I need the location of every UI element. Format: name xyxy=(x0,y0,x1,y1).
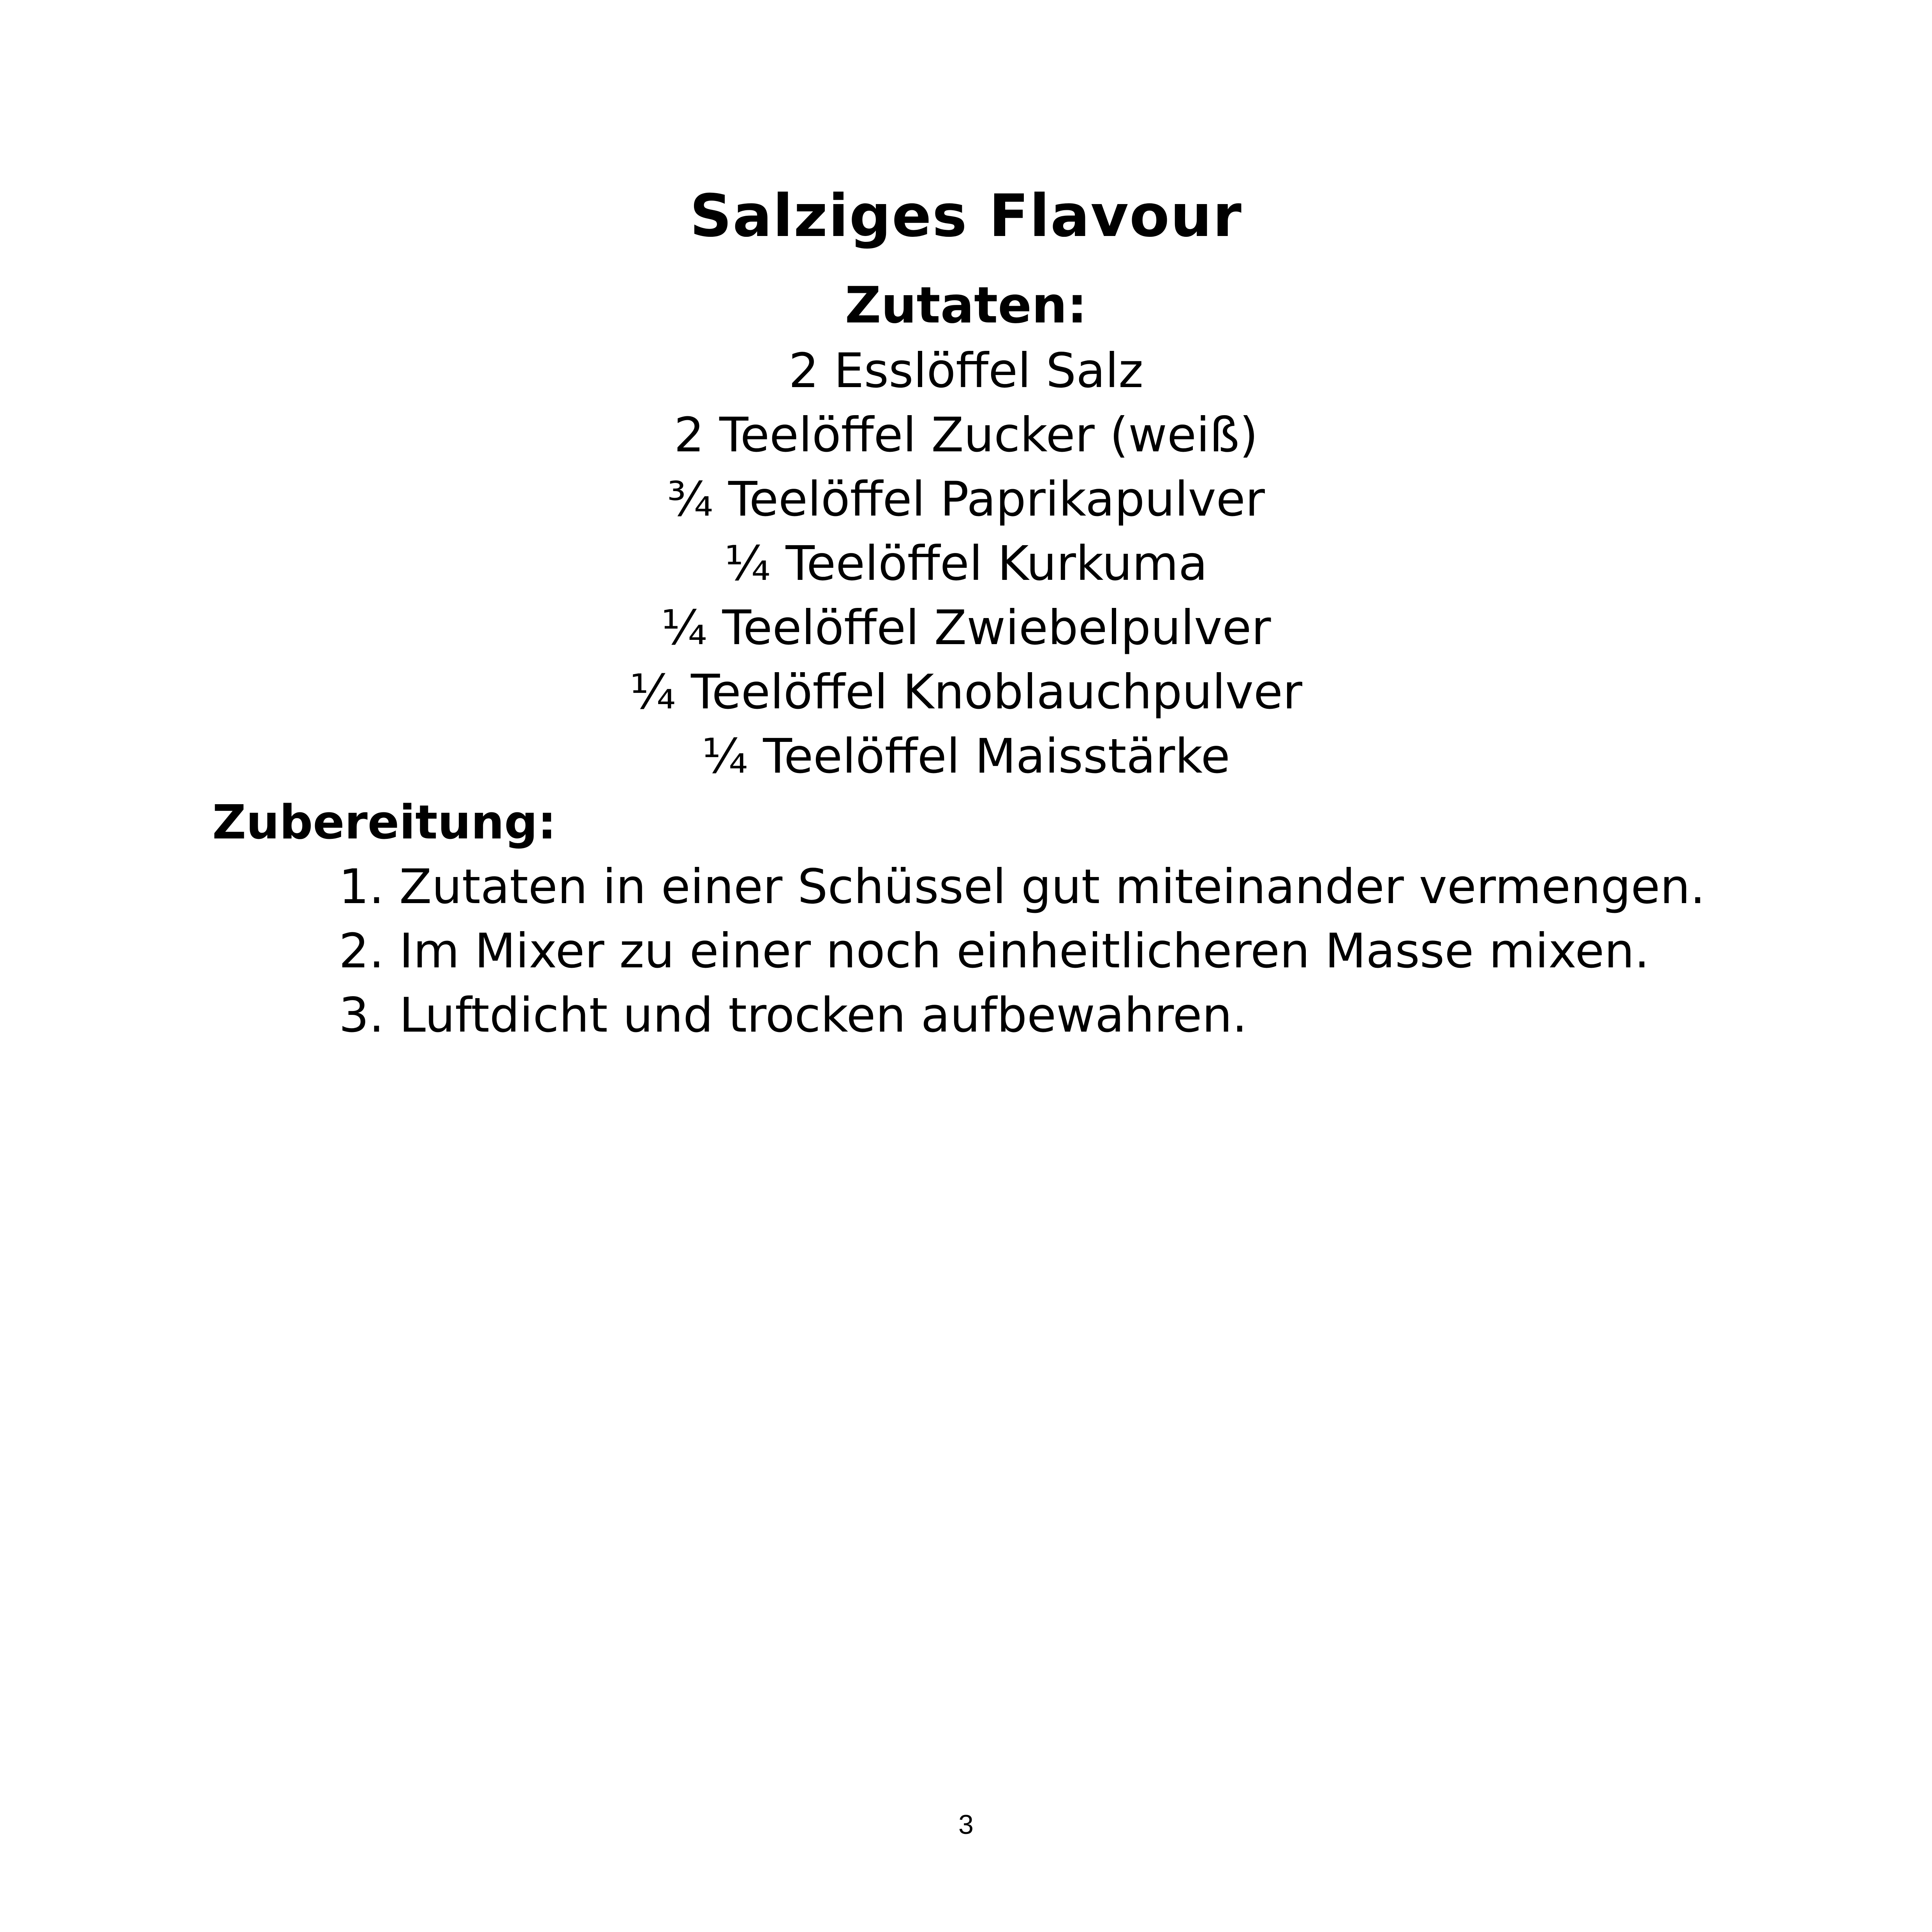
preparation-step: 2. Im Mixer zu einer noch einheitlicheren Masse mixen. xyxy=(339,923,1650,979)
ingredient-item: ¼ Teelöffel Knoblauchpulver xyxy=(629,664,1303,720)
ingredient-item: ¼ Teelöffel Maisstärke xyxy=(702,729,1230,784)
ingredient-item: ¾ Teelöffel Paprikapulver xyxy=(667,472,1265,527)
ingredients-list xyxy=(0,339,1932,789)
preparation-steps xyxy=(339,855,1858,1048)
ingredient-item: ¼ Teelöffel Zwiebelpulver xyxy=(661,600,1271,655)
preparation-heading: Zubereitung: xyxy=(212,796,557,850)
page-number: 3 xyxy=(958,1809,974,1840)
ingredient-item: 2 Teelöffel Zucker (weiß) xyxy=(674,407,1258,463)
ingredient-item: ¼ Teelöffel Kurkuma xyxy=(724,536,1208,591)
preparation-step: 3. Luftdicht und trocken aufbewahren. xyxy=(339,988,1247,1043)
preparation-step: 1. Zutaten in einer Schüssel gut miteinander vermengen. xyxy=(339,859,1705,914)
recipe-title: Salziges Flavour xyxy=(690,182,1242,250)
ingredients-heading: Zutaten: xyxy=(845,277,1087,335)
ingredient-item: 2 Esslöffel Salz xyxy=(788,343,1144,398)
